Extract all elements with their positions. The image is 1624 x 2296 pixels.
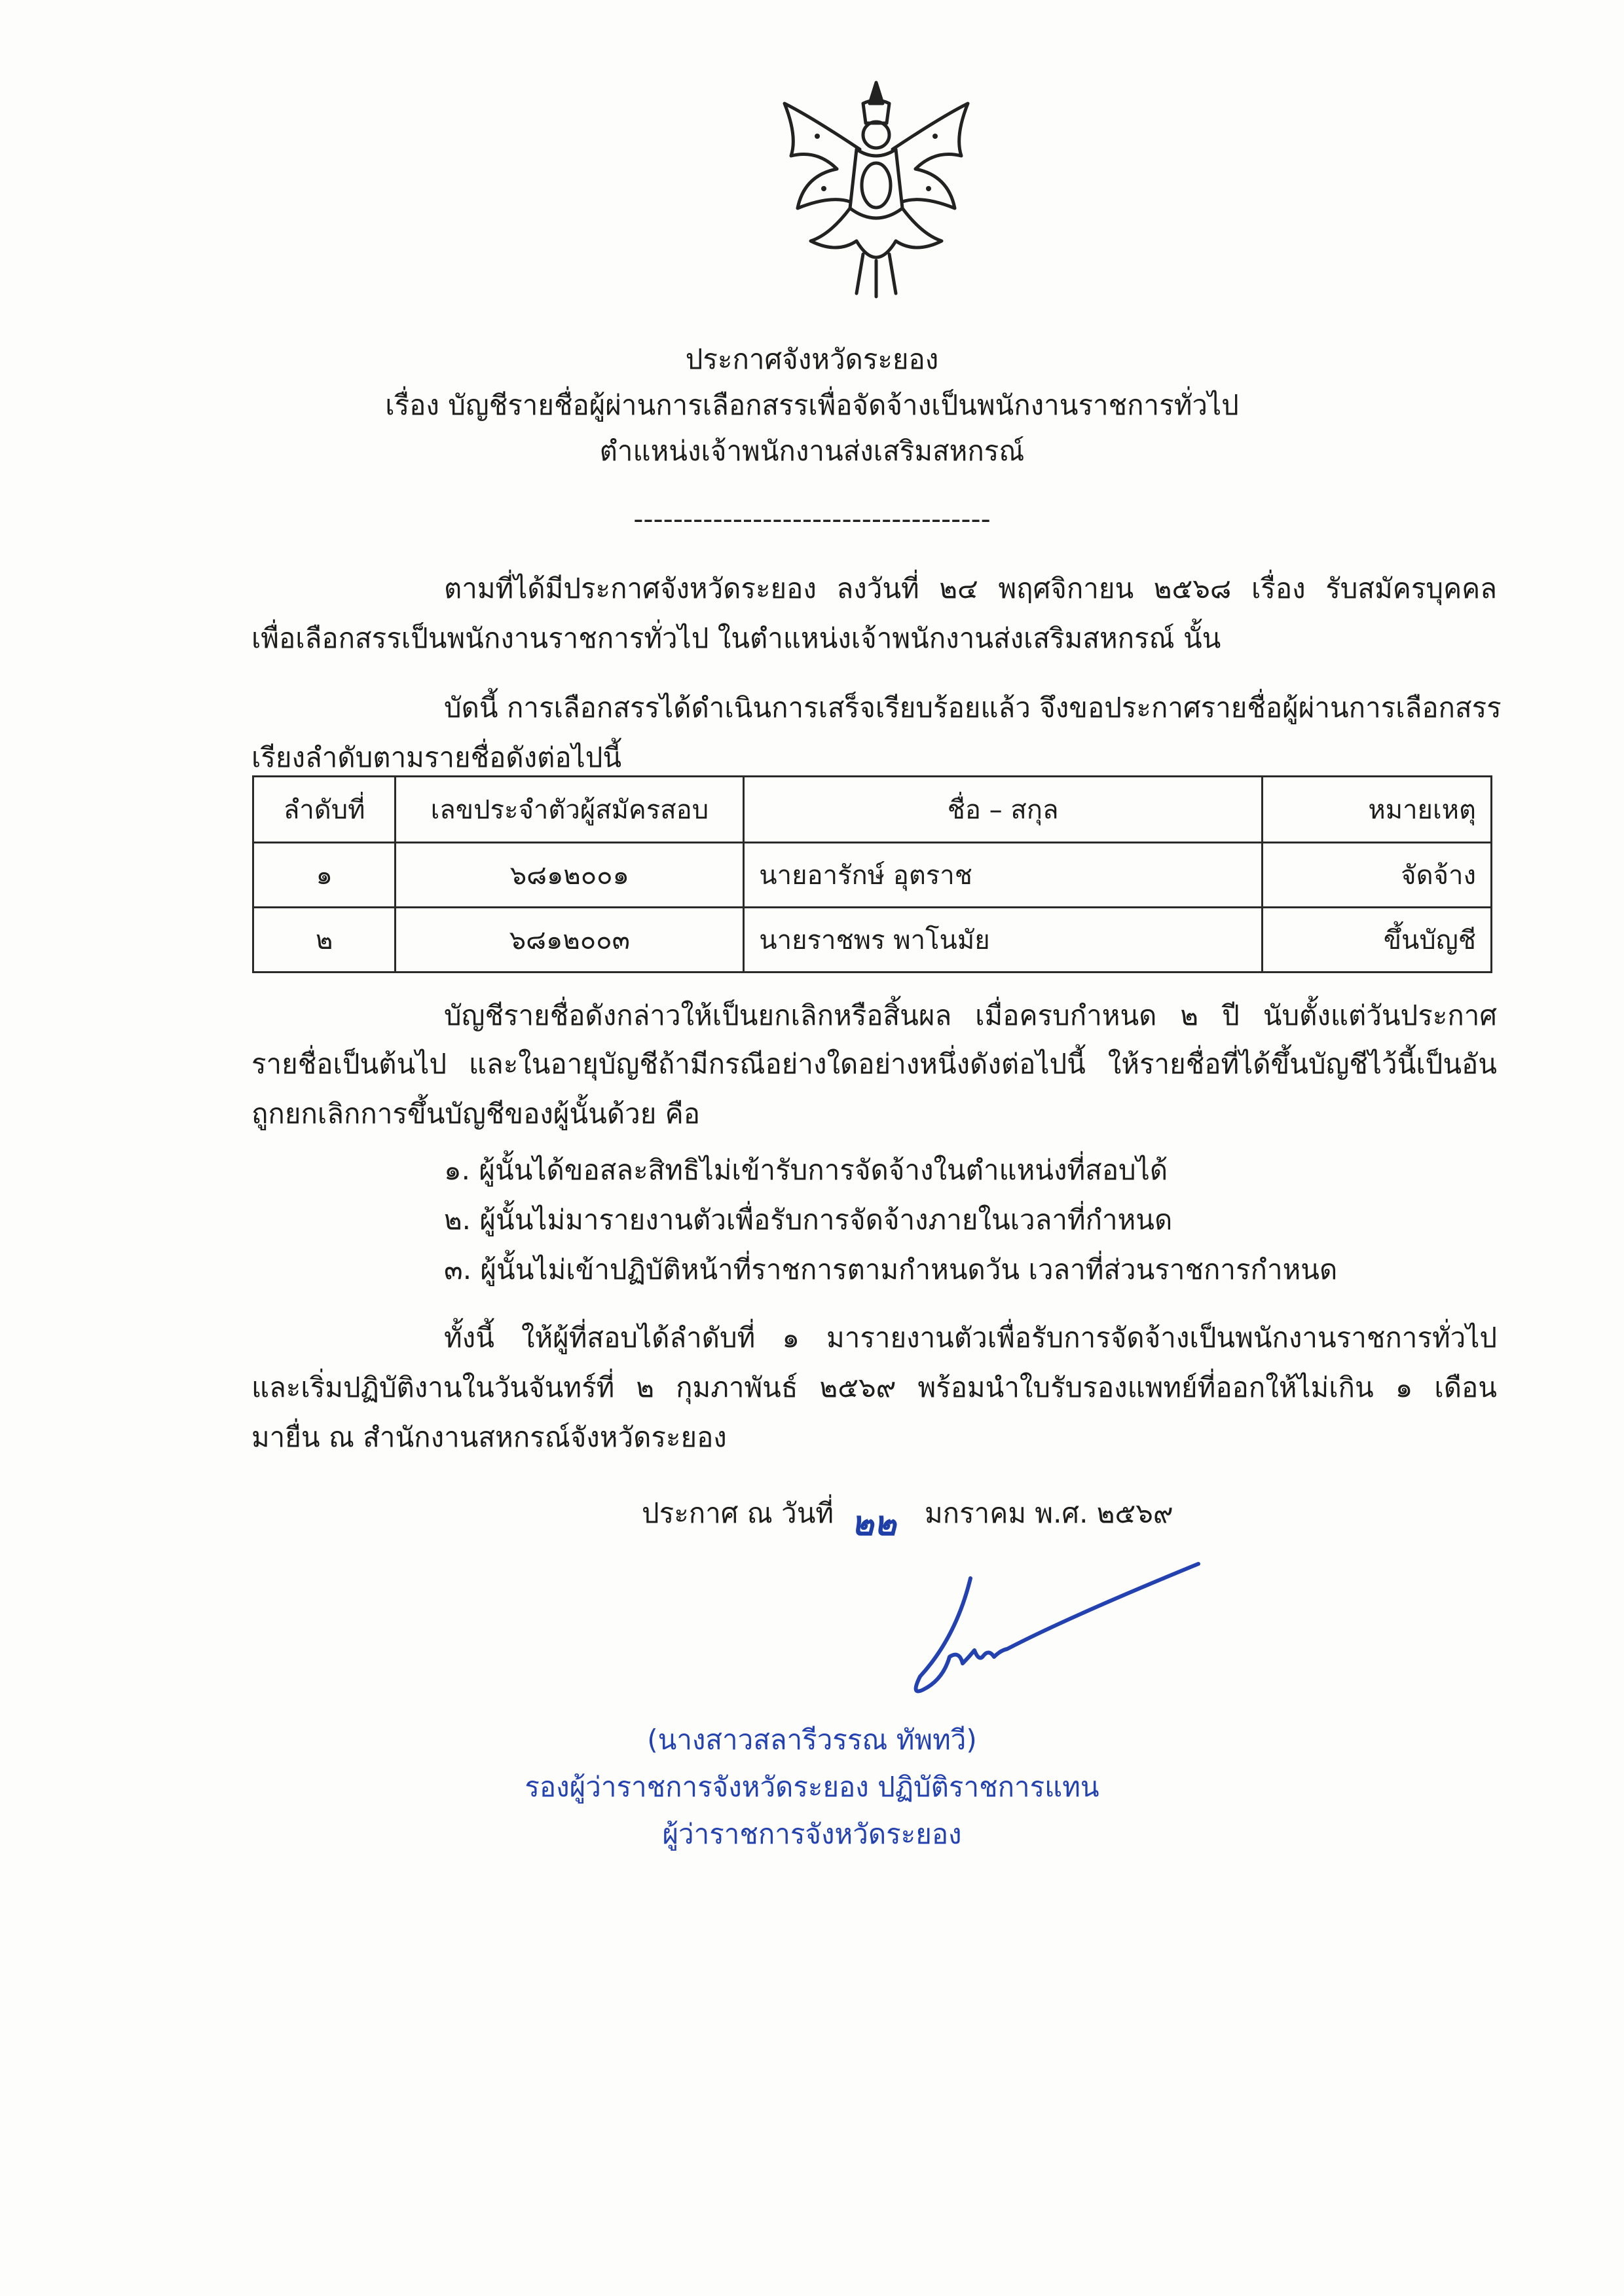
cell-remark: ขึ้นบัญชี bbox=[1262, 908, 1491, 972]
table-row bbox=[253, 908, 1492, 972]
paragraph-3-line-3: ถูกยกเลิกการขึ้นบัญชีของผู้นั้นด้วย คือ bbox=[251, 1098, 700, 1130]
cell-order: ๒ bbox=[253, 908, 396, 972]
column-header-applicant-id: เลขประจำตัวผู้สมัครสอบ bbox=[396, 777, 744, 843]
paragraph-3-line-1: บัญชีรายชื่อดังกล่าวให้เป็นยกเลิกหรือสิ้นผล เมื่อครบกำหนด ๒ ปี นับตั้งแต่วันประกาศ bbox=[444, 999, 1497, 1031]
table-row bbox=[253, 843, 1492, 908]
paragraph-1-line-1: ตามที่ได้มีประกาศจังหวัดระยอง ลงวันที่ ๒๔ พฤศจิกายน ๒๕๖๘ เรื่อง รับสมัครบุคคล bbox=[444, 572, 1497, 604]
document-subject: เรื่อง บัญชีรายชื่อผู้ผ่านการเลือกสรรเพื่อจัดจ้างเป็นพนักงานราชการทั่วไป bbox=[385, 389, 1239, 421]
paragraph-4-line-2: และเริ่มปฏิบัติงานในวันจันทร์ที่ ๒ กุมภาพันธ์ ๒๕๖๙ พร้อมนำใบรับรองแพทย์ที่ออกให้ไม่เกิน ๑ เดือน bbox=[251, 1371, 1497, 1403]
cell-remark: จัดจ้าง bbox=[1262, 843, 1491, 908]
table-header-row bbox=[253, 777, 1492, 843]
paragraph-3-line-2: รายชื่อเป็นต้นไป และในอายุบัญชีถ้ามีกรณีอย่างใดอย่างหนึ่งดังต่อไปนี้ ให้รายชื่อที่ได้ขึ้นบัญชีไว้นี้เป็นอัน bbox=[251, 1048, 1497, 1080]
cell-name: นายอารักษ์ อุตราช bbox=[744, 843, 1263, 908]
candidates-table bbox=[252, 775, 1492, 973]
announcement-date-prefix: ประกาศ ณ วันที่ bbox=[642, 1497, 834, 1529]
cell-applicant-id: ๖๘๑๒๐๐๑ bbox=[396, 843, 744, 908]
header-separator: ------------------------------------ bbox=[633, 503, 991, 535]
signatory-subtitle: ผู้ว่าราชการจังหวัดระยอง bbox=[662, 1818, 962, 1850]
condition-item-3: ๓. ผู้นั้นไม่เข้าปฏิบัติหน้าที่ราชการตามกำหนดวัน เวลาที่ส่วนราชการกำหนด bbox=[444, 1253, 1338, 1286]
document-title: ประกาศจังหวัดระยอง bbox=[685, 343, 939, 375]
cell-name: นายราชพร พาโนมัย bbox=[744, 908, 1263, 972]
announcement-month-year: มกราคม พ.ศ. ๒๕๖๙ bbox=[925, 1497, 1173, 1529]
paragraph-4-line-3: มายื่น ณ สำนักงานสหกรณ์จังหวัดระยอง bbox=[251, 1421, 727, 1453]
signatory-title: รองผู้ว่าราชการจังหวัดระยอง ปฏิบัติราชการแทน bbox=[525, 1771, 1099, 1803]
signatory-name: (นางสาวสลารีวรรณ ทัพทวี) bbox=[647, 1724, 977, 1756]
column-header-remark: หมายเหตุ bbox=[1262, 777, 1491, 843]
cell-order: ๑ bbox=[253, 843, 396, 908]
column-header-order: ลำดับที่ bbox=[253, 777, 396, 843]
document-position: ตำแหน่งเจ้าพนักงานส่งเสริมสหกรณ์ bbox=[599, 435, 1025, 467]
condition-item-2: ๒. ผู้นั้นไม่มารายงานตัวเพื่อรับการจัดจ้างภายในเวลาที่กำหนด bbox=[444, 1204, 1173, 1236]
garuda-emblem-icon bbox=[771, 77, 981, 300]
paragraph-4-line-1: ทั้งนี้ ให้ผู้ที่สอบได้ลำดับที่ ๑ มารายงานตัวเพื่อรับการจัดจ้างเป็นพนักงานราชการทั่วไป bbox=[444, 1322, 1497, 1354]
column-header-name: ชื่อ – สกุล bbox=[744, 777, 1263, 843]
cell-applicant-id: ๖๘๑๒๐๐๓ bbox=[396, 908, 744, 972]
announcement-day-handwritten: ๒๒ bbox=[851, 1504, 896, 1544]
paragraph-2-line-2: เรียงลำดับตามรายชื่อดังต่อไปนี้ bbox=[251, 741, 622, 773]
handwritten-signature-icon bbox=[897, 1559, 1205, 1716]
paragraph-2-line-1: บัดนี้ การเลือกสรรได้ดำเนินการเสร็จเรียบร้อยแล้ว จึงขอประกาศรายชื่อผู้ผ่านการเลือกสรร bbox=[444, 692, 1502, 724]
paragraph-1-line-2: เพื่อเลือกสรรเป็นพนักงานราชการทั่วไป ในตำแหน่งเจ้าพนักงานส่งเสริมสหกรณ์ นั้น bbox=[251, 622, 1221, 654]
condition-item-1: ๑. ผู้นั้นได้ขอสละสิทธิไม่เข้ารับการจัดจ้างในตำแหน่งที่สอบได้ bbox=[444, 1154, 1168, 1186]
